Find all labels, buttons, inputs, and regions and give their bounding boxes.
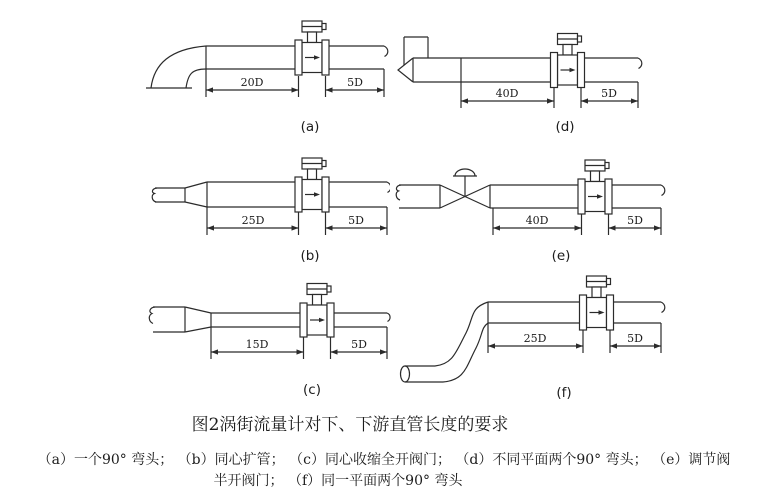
dimension-upstream: [493, 208, 582, 235]
dimension-upstream: [207, 207, 299, 235]
diagram-f: [393, 270, 671, 404]
pipe: [396, 185, 665, 208]
upstream-length-label: 40D: [525, 214, 549, 227]
dimension-downstream: [326, 69, 385, 97]
elbow-90-icon: [146, 46, 206, 88]
dimension-upstream: [461, 82, 554, 108]
dimension-downstream: [581, 82, 638, 108]
flowmeter-icon: [300, 284, 334, 338]
pipe-break-icon: [152, 188, 157, 202]
downstream-length-label: 5D: [347, 76, 363, 89]
flowmeter-icon: [551, 34, 585, 88]
dimension-downstream: [610, 323, 661, 353]
downstream-length-label: 5D: [351, 338, 367, 351]
upstream-length-label: 15D: [245, 338, 269, 351]
diagram-e: [393, 148, 670, 266]
subfigure-label: (d): [555, 119, 575, 135]
pipe-break-icon: [638, 58, 642, 69]
figure-caption: 图2涡街流量计对下、下游直管长度的要求: [191, 415, 509, 435]
pipe-break-icon: [149, 307, 155, 324]
reducer-icon: [149, 307, 211, 332]
upstream-length-label: 40D: [495, 87, 519, 100]
pipe-break-icon: [387, 313, 390, 322]
flowmeter-icon: [580, 276, 614, 330]
out-of-plane-bend-icon: [398, 37, 428, 82]
pipe-break-icon: [384, 46, 388, 57]
pipe: [413, 58, 642, 82]
pipe-break-icon: [396, 185, 401, 200]
pipe-break-icon: [661, 185, 665, 196]
dimension-upstream: [211, 327, 304, 359]
dimension-downstream: [326, 207, 388, 235]
diagram-d: [395, 18, 668, 138]
subfigure-label: (e): [551, 248, 571, 264]
subfigure-label: (b): [300, 248, 320, 264]
upstream-length-label: 25D: [523, 332, 547, 345]
subfigure-label: (c): [303, 382, 321, 398]
s-bend-icon: [401, 302, 489, 382]
pipe-break-icon: [661, 302, 665, 313]
downstream-length-label: 5D: [348, 214, 364, 227]
valve-icon: [440, 169, 490, 208]
dimension-upstream: [488, 323, 583, 353]
diagram-b: [140, 148, 390, 266]
dimension-downstream: [609, 208, 662, 235]
dimension-upstream: [206, 69, 299, 97]
flowmeter-icon: [295, 21, 329, 75]
subfigure-label: (a): [300, 119, 320, 135]
upstream-length-label: 20D: [240, 76, 264, 89]
diagram-c: [135, 272, 393, 400]
pipe: [488, 302, 665, 323]
downstream-length-label: 5D: [601, 87, 617, 100]
figure-legend-line-2: 半开阀门； （f）同一平面两个90° 弯头: [213, 473, 463, 489]
pipe-break-icon: [387, 182, 390, 193]
downstream-length-label: 5D: [627, 332, 643, 345]
diagram-a: [140, 18, 390, 138]
downstream-length-label: 5D: [627, 214, 643, 227]
subfigure-label: (f): [556, 385, 572, 401]
figure-legend-line-1: （a）一个90° 弯头； （b）同心扩管； （c）同心收缩全开阀门； （d）不同平面两个90° 弯头； （e）调节阀: [37, 452, 731, 468]
dimension-downstream: [331, 327, 388, 359]
upstream-length-label: 25D: [241, 214, 265, 227]
expander-icon: [152, 182, 207, 207]
flowmeter-icon: [295, 158, 329, 212]
flowmeter-icon: [578, 160, 612, 214]
